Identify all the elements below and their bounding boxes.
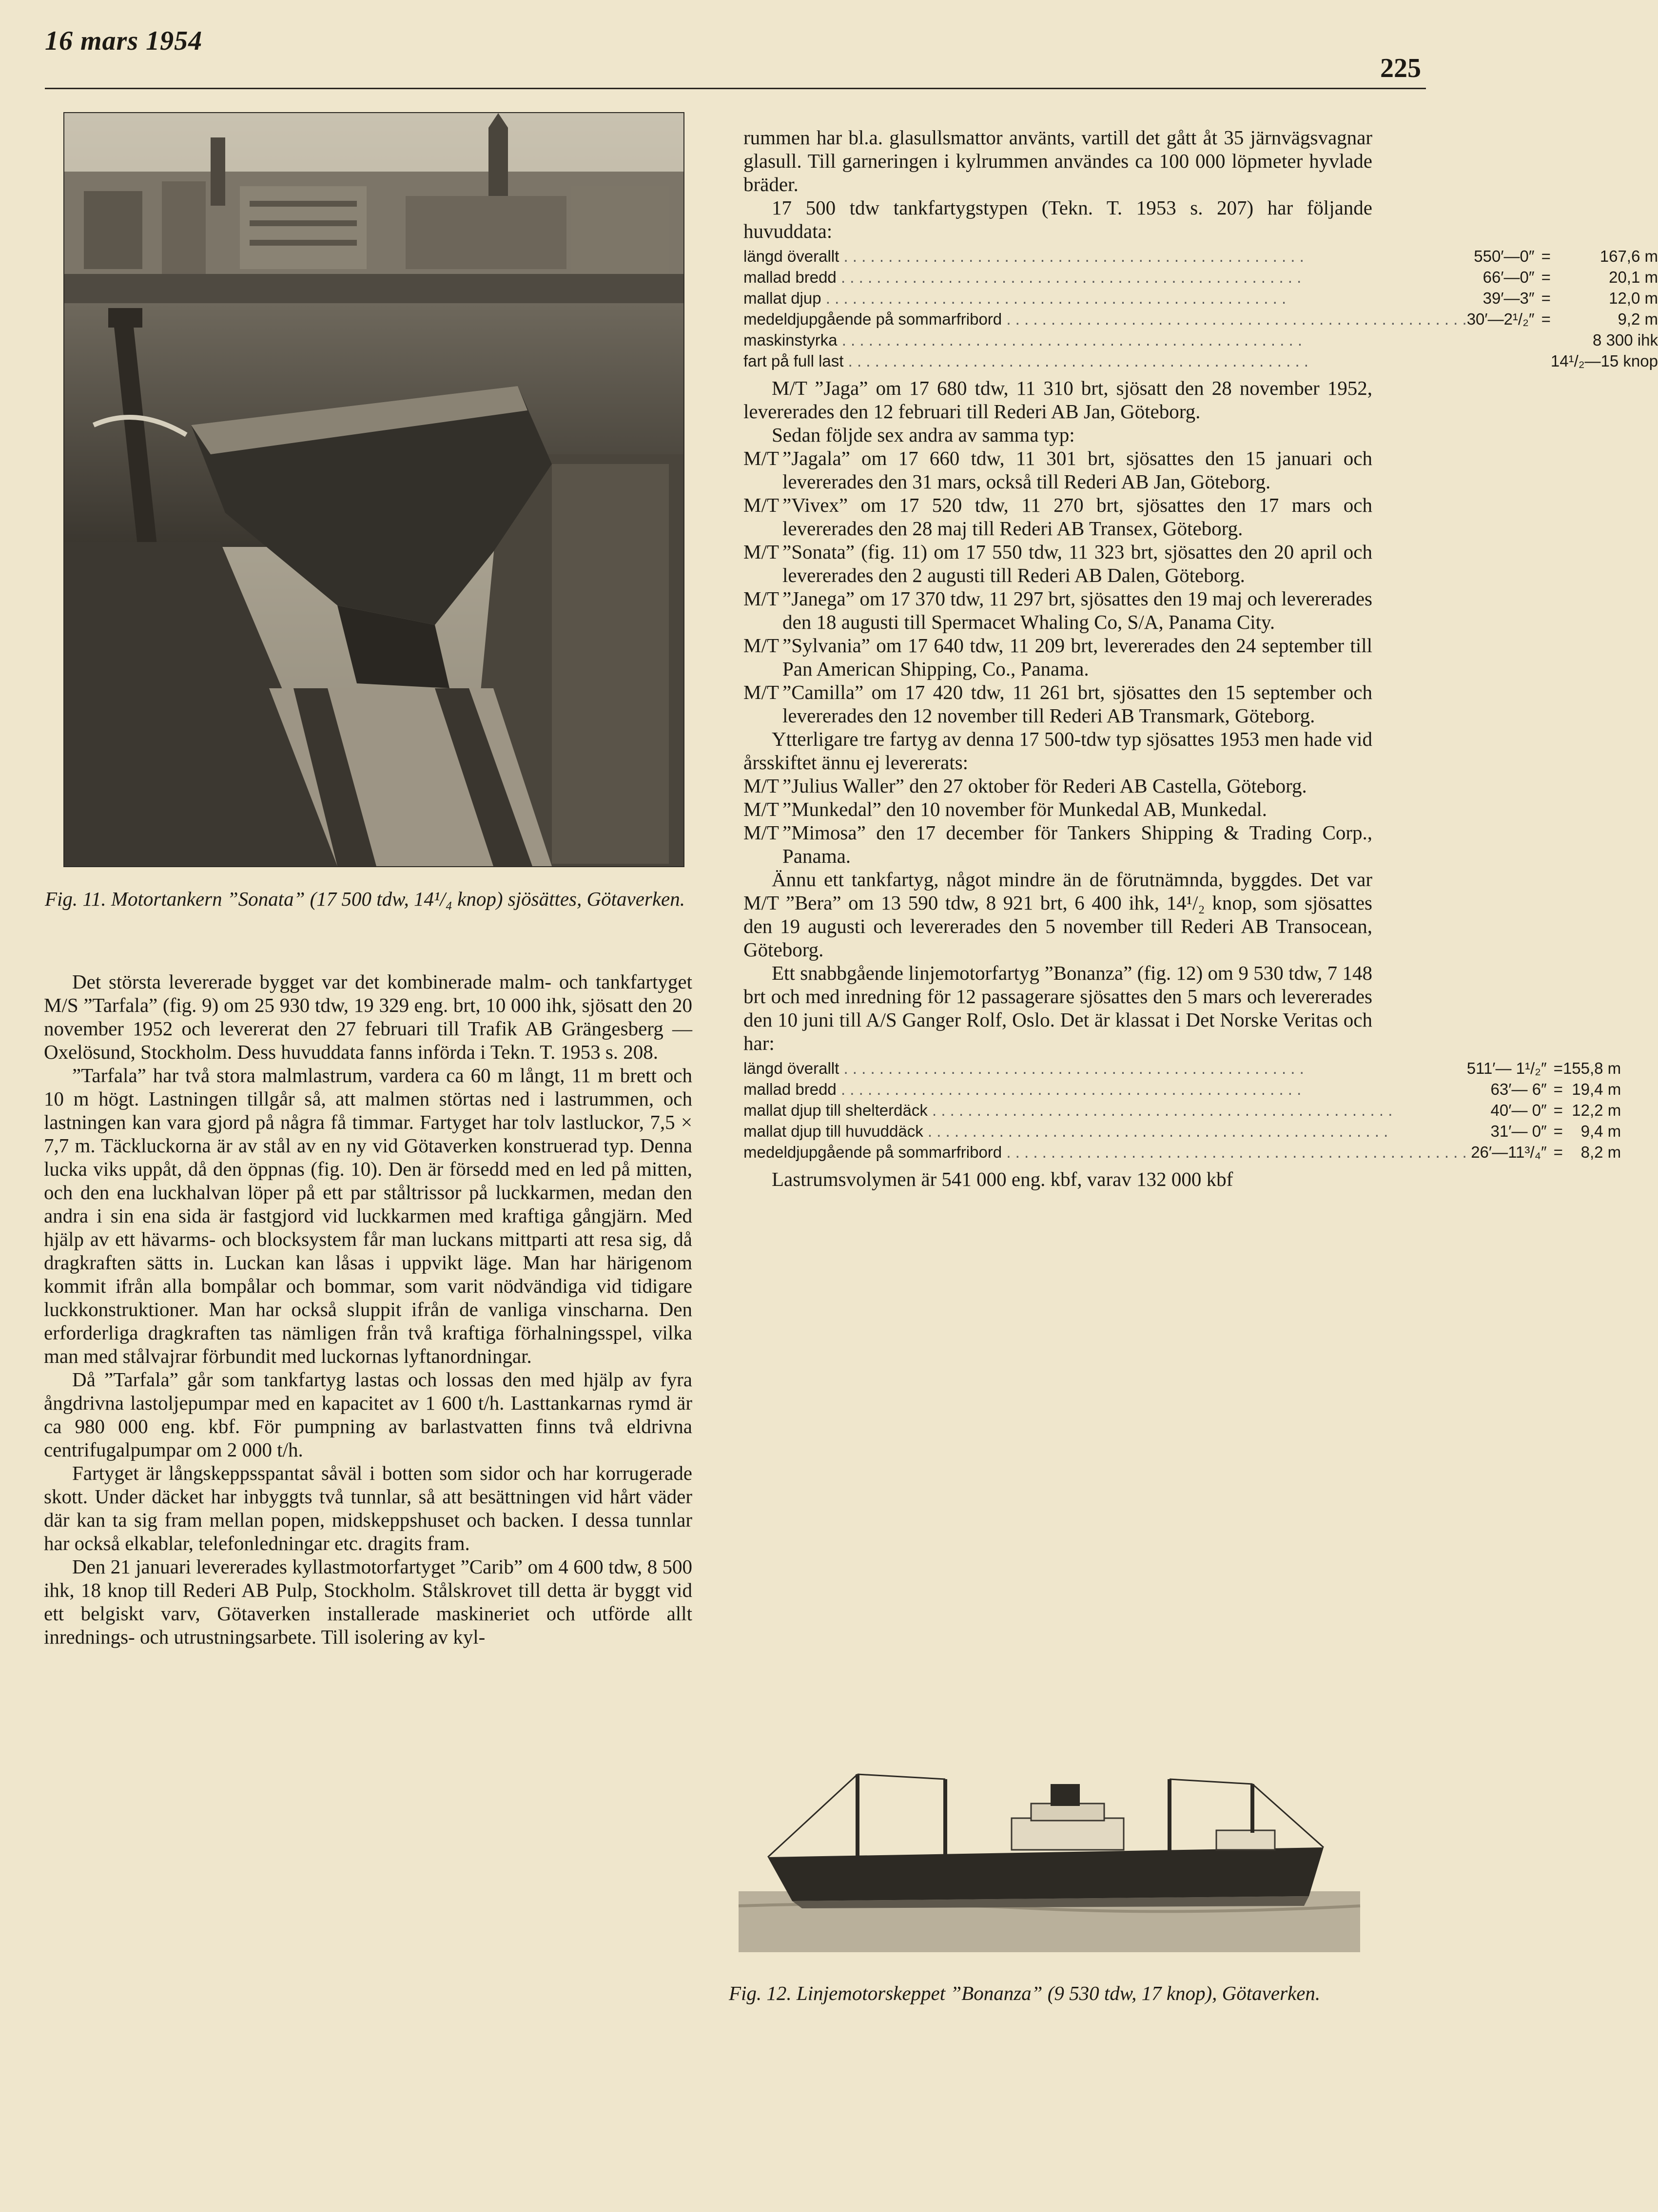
ship-text: ”Janega” om 17 370 tdw, 11 297 brt, sjösattes den 19 maj och levererades den 18 augusti till Spermacet Whaling Co, S/A, Panama City. (782, 587, 1372, 633)
paragraph: 17 500 tdw tankfartygstypen (Tekn. T. 1953 s. 207) har följande huvuddata: (743, 196, 1372, 242)
ship-entry (743, 446, 1372, 493)
bonanza-spec-table (743, 1058, 1621, 1163)
spec-equals: = (1553, 1059, 1563, 1077)
ship-entry (743, 493, 1372, 540)
page-number: 225 (1380, 53, 1421, 83)
paragraph: Ytterligare tre fartyg av denna 17 500-tdw typ sjösattes 1953 men hade vid årsskiftet ännu ej levererats: (743, 728, 1372, 774)
spec-equals (1541, 350, 1551, 371)
spec-metric: 167,6 m (1599, 247, 1658, 265)
paragraph: Lastrumsvolymen är 541 000 eng. kbf, varav 132 000 kbf (772, 1168, 1233, 1190)
ship-text: ”Camilla” om 17 420 tdw, 11 261 brt, sjösattes den 15 september och levererades den 12 november till Rederi AB Transmark, Göteborg. (782, 681, 1372, 727)
tanker-spec-table (743, 246, 1658, 371)
fig12-photo (739, 1745, 1360, 1952)
fig12-caption: Fig. 12. Linjemotorskeppet ”Bonanza” (9 530 tdw, 17 knop), Götaverken. (729, 1982, 1321, 2004)
ship-entry (743, 774, 1372, 797)
spec-label: mallat djup . . . (743, 288, 1467, 309)
ship-prefix: M/T (743, 541, 779, 563)
spec-imperial: 63′— 6″ (1490, 1080, 1547, 1098)
spec-imperial: 31′— 0″ (1490, 1122, 1547, 1140)
ship-text: ”Vivex” om 17 520 tdw, 11 270 brt, sjösattes den 17 mars och levererades den 28 maj till Rederi AB Transex, Göteborg. (782, 494, 1372, 540)
spec-label: mallat djup till huvuddäck . . . (743, 1121, 1467, 1142)
spec-equals (1541, 330, 1551, 350)
spec-label: mallat djup till shelterdäck . . . (743, 1100, 1467, 1121)
spec-metric: 19,4 m (1572, 1080, 1621, 1098)
ship-prefix: M/T (743, 494, 779, 516)
spec-row (743, 246, 1658, 267)
ship-entry (743, 680, 1372, 727)
ship-text: ”Munkedal” den 10 november för Munkedal AB, Munkedal. (782, 798, 1268, 820)
ship-list (743, 774, 1372, 868)
spec-imperial: 26′—11³/₄″ (1471, 1143, 1547, 1161)
paragraph: Det största levererade bygget var det kombinerade malm- och tankfartyget M/S ”Tarfala” (fig. 9) om 25 930 tdw, 19 329 eng. brt, 10 000 ihk, sjösatt den 20 november 1952 och levererat den 27 februari till Trafik AB Grängesberg —Oxelösund, Stockholm. Dess huvuddata fanns införda i Tekn. T. 1953 s. 208. (44, 970, 692, 1063)
spec-metric: 14¹/₂—15 knop (1550, 352, 1658, 370)
spec-row (743, 330, 1658, 350)
left-column (44, 970, 692, 1649)
ship-prefix: M/T (743, 681, 779, 703)
ship-prefix: M/T (743, 587, 779, 610)
spec-label: medeldjupgående på sommarfribord . . . (743, 1142, 1467, 1163)
paragraph: Ännu ett tankfartyg, något mindre än de förutnämnda, byggdes. Det var M/T ”Bera” om 13 590 tdw, 8 921 brt, 6 400 ihk, 14¹/₂ knop, som sjösattes den 19 augusti och levererades den 5 november till Rederi AB Transocean, Göteborg. (743, 868, 1372, 961)
spec-imperial: 39′—3″ (1482, 289, 1535, 307)
ship-prefix: M/T (743, 634, 779, 657)
spec-label: fart på full last . . . (743, 350, 1467, 371)
spec-imperial: 30′—2¹/₂″ (1466, 310, 1535, 328)
spec-imperial: 511′— 1¹/₂″ (1466, 1059, 1547, 1077)
spec-metric: 9,2 m (1618, 310, 1658, 328)
spec-imperial (1467, 330, 1541, 350)
ship-entry (743, 634, 1372, 680)
spec-equals: = (1541, 310, 1551, 328)
ship-prefix: M/T (743, 775, 779, 797)
spec-label: mallad bredd . . . (743, 1079, 1467, 1100)
spec-metric: 12,0 m (1609, 289, 1658, 307)
spec-row (743, 267, 1658, 288)
ship-text: ”Sylvania” om 17 640 tdw, 11 209 brt, levererades den 24 september till Pan American Shipping, Co., Panama. (782, 634, 1372, 680)
ship-text: ”Julius Waller” den 27 oktober för Rederi AB Castella, Göteborg. (782, 775, 1307, 797)
spec-imperial: 550′—0″ (1474, 247, 1535, 265)
spec-equals: = (1541, 247, 1551, 265)
ship-entry (743, 587, 1372, 634)
spec-imperial: 40′— 0″ (1490, 1101, 1547, 1119)
spec-row (743, 288, 1658, 309)
spec-equals: = (1553, 1143, 1563, 1161)
header-date: 16 mars 1954 (45, 26, 203, 56)
ship-entry (743, 821, 1372, 868)
right-column (743, 126, 1658, 1191)
spec-equals: = (1541, 268, 1551, 286)
spec-label: medeldjupgående på sommarfribord . . . (743, 309, 1467, 330)
spec-row (743, 1142, 1621, 1163)
paragraph: Den 21 januari levererades kyllastmotorfartyget ”Carib” om 4 600 tdw, 8 500 ihk, 18 knop till Rederi AB Pulp, Stockholm. Stålskrovet till detta är byggt vid ett belgiskt varv, Götaverken installerade maskineriet och utförde allt inrednings- och utrustningsarbete. Till isolering av kyl- (44, 1555, 692, 1648)
spec-equals: = (1553, 1101, 1563, 1119)
spec-metric: 155,8 m (1562, 1059, 1621, 1077)
spec-label: mallad bredd . . . (743, 267, 1467, 288)
fig11-photo (63, 112, 684, 867)
spec-equals: = (1541, 289, 1551, 307)
spec-row (743, 1121, 1621, 1142)
ship-prefix: M/T (743, 447, 779, 469)
spec-label: maskinstyrka . . . (743, 330, 1467, 350)
paragraph: Ett snabbgående linjemotorfartyg ”Bonanza” (fig. 12) om 9 530 tdw, 7 148 brt och med inredning för 12 passagerare sjösattes den 5 mars och levererades den 10 juni till A/S Ganger Rolf, Oslo. Det är klassat i Det Norske Veritas och har: (743, 962, 1372, 1054)
ship-prefix: M/T (743, 798, 779, 820)
ship-prefix: M/T (743, 821, 779, 844)
ship-text: ”Jagala” om 17 660 tdw, 11 301 brt, sjösattes den 15 januari och levererades den 31 mars, också till Rederi AB Jan, Göteborg. (782, 447, 1372, 493)
spec-label: längd överallt . . . (743, 1058, 1467, 1079)
spec-metric: 12,2 m (1572, 1101, 1621, 1119)
paragraph: Då ”Tarfala” går som tankfartyg lastas och lossas den med hjälp av fyra ångdrivna lastoljepumpar med en kapacitet av 1 600 t/h. Lasttankarnas rymd är ca 980 000 eng. kbf. För pumpning av barlastvatten finns två eldrivna centrifugalpumpar om 2 000 t/h. (44, 1368, 692, 1461)
ship-list (743, 446, 1372, 727)
ship-text: ”Mimosa” den 17 december för Tankers Shipping & Trading Corp., Panama. (782, 821, 1372, 867)
fig11-caption: Fig. 11. Motortankern ”Sonata” (17 500 tdw, 14¹/₄ knop) sjösättes, Götaverken. (45, 888, 685, 910)
spec-metric: 9,4 m (1580, 1122, 1621, 1140)
ship-entry (743, 797, 1372, 821)
spec-imperial (1467, 350, 1541, 371)
header-rule (45, 88, 1426, 89)
spec-row (743, 1079, 1621, 1100)
spec-equals: = (1553, 1122, 1563, 1140)
spec-row (743, 309, 1658, 330)
spec-metric: 8,2 m (1580, 1143, 1621, 1161)
spec-row (743, 1100, 1621, 1121)
spec-equals: = (1553, 1080, 1563, 1098)
paragraph: rummen har bl.a. glasullsmattor använts, vartill det gått åt 35 järnvägsvagnar glasull. Till garneringen i kylrummen användes ca 100 000 löpmeter hyvlade bräder. (743, 126, 1372, 195)
spec-label: längd överallt . . . (743, 246, 1467, 267)
ship-text: ”Sonata” (fig. 11) om 17 550 tdw, 11 323 brt, sjösattes den 20 april och levererades den 2 augusti till Rederi AB Dalen, Göteborg. (782, 541, 1372, 586)
spec-metric: 20,1 m (1609, 268, 1658, 286)
spec-imperial: 66′—0″ (1482, 268, 1535, 286)
spec-row (743, 1058, 1621, 1079)
paragraph: Fartyget är långskeppsspantat såväl i botten som sidor och har korrugerade skott. Under däcket har inbyggts två tunnlar, så att besättningen vid hårt väder där kan ta sig fram mellan popen, midskeppshuset och backen. I dessa tunnlar har också elkablar, telefonledningar etc. dragits fram. (44, 1462, 692, 1554)
paragraph: Sedan följde sex andra av samma typ: (772, 424, 1075, 446)
paragraph: ”Tarfala” har två stora malmlastrum, vardera ca 60 m långt, 11 m brett och 10 m högt. Lastningen tillgår så, att malmen störtas ned i lastrummen, och lastningen kan vara gjord på några få timmar. Fartyget har tolv lastluckor, 7,5 × 7,7 m. Täckluckorna är av stål av en ny vid Götaverken konstruerad typ. Denna lucka viks uppåt, då den öppnas (fig. 10). Den är försedd med en led på mitten, och den ena luckhalvan löper på ett par ståltrissor på luckkarmen, medan den andra i sin ena sida är fastgjord vid luckkarmen med kraftiga gångjärn. Med hjälp av ett hävarms- och blocksystem får man luckans mittparti att resa sig, då dragkraften sätts in. Luckan kan låsas i uppvikt läge. Man har härigenom kommit ifrån alla bompålar och bommar, som varit nödvändiga vid tidigare luckkonstruktioner. Man har också sluppit ifrån de vanliga vinscharna. Den erforderliga dragkraften tas nämligen från två kraftiga förhalningsspel, vilka man med stålvajrar förbundit med luckornas lyftanordningar. (44, 1064, 692, 1367)
spec-metric: 8 300 ihk (1593, 331, 1658, 349)
spec-row (743, 350, 1658, 371)
paragraph: M/T ”Jaga” om 17 680 tdw, 11 310 brt, sjösatt den 28 november 1952, levererades den 12 februari till Rederi AB Jan, Göteborg. (743, 377, 1372, 423)
ship-entry (743, 540, 1372, 587)
